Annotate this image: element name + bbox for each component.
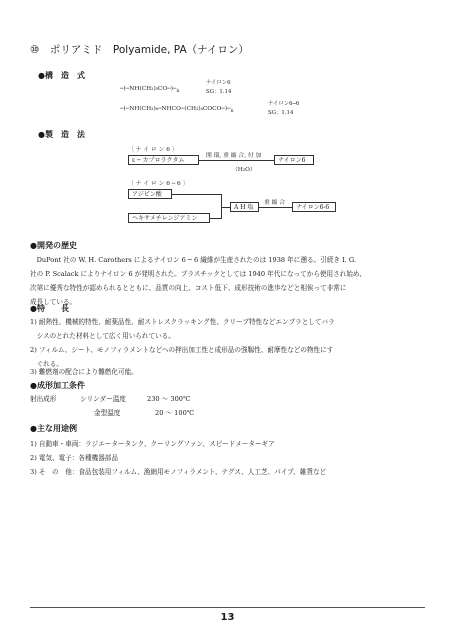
feature-line: ぐれる。 xyxy=(30,360,63,368)
nylon66-box: ナイロン6-6 xyxy=(292,202,336,212)
molding-mold-label: 金型温度 xyxy=(94,409,121,417)
connector-bottom xyxy=(210,218,221,219)
section-title: ⑩ ポリアミド Polyamide, PA（ナイロン） xyxy=(30,44,249,56)
nylon6-box: ナイロン6 xyxy=(274,155,314,165)
molding-mold-value: 20 ～ 100℃ xyxy=(155,409,195,417)
molding-cylinder-value: 230 ～ 300℃ xyxy=(147,395,191,403)
formula-nylon6-body: ─(─NH(CH₂)₅CO─)─ xyxy=(120,86,177,92)
molding-heading: ●成形加工条件 xyxy=(30,381,85,390)
connector-mid xyxy=(221,207,230,208)
formula-nylon6 xyxy=(120,86,179,94)
history-line: 社の P. Scalack によりナイロン 6 が発明された。プラスチックとしては 1940 年代になってから使用され始め、 xyxy=(30,270,366,278)
formula-nylon66-body: ─(─NH(CH₂)₆─NHCO─(CH₂)₄COCO─)─ xyxy=(120,106,231,112)
feature-line: 2) フィルム、シート、モノフィラメントなどへの押出加工性と成形品の強靱性、耐摩性などの物性にす xyxy=(30,346,334,354)
history-heading: ●開発の歴史 xyxy=(30,241,77,250)
ah-salt-box: A H 塩 xyxy=(230,202,259,212)
step2-label: 重 縮 合 xyxy=(264,200,286,206)
caprolactam-box: ε ─ カプロラクタム xyxy=(128,155,199,165)
molding-method: 射出成形 xyxy=(30,395,57,403)
feature-line: シスのとれた材料として広く用いられている。 xyxy=(30,332,175,340)
feature-line: 3) 難燃剤の配合により難燃化可能。 xyxy=(30,368,138,376)
formula-nylon6-name: ナイロン6 xyxy=(206,80,231,86)
nylon6-label: 〔 ナ イ ロ ン 6 〕 xyxy=(128,147,178,153)
hexamethylenediamine-box: ヘキサメチレンジアミン xyxy=(128,213,210,223)
formula-nylon66 xyxy=(120,106,234,114)
footer-rule xyxy=(30,607,425,608)
structure-heading: ●構 造 式 xyxy=(38,71,85,80)
formula-nylon66-name: ナイロン6─6 xyxy=(268,101,300,107)
feature-line: 1) 耐熱性、機械的特性、耐薬品性、耐ストレスクラッキング性、クリープ特性などエンプラとしてバラ xyxy=(30,318,335,326)
history-line: 次第に優秀な特性が認められるとともに、品質の向上、コスト低下、成形技術の進歩などと相俟って非常に xyxy=(30,284,347,292)
formula-nylon66-sg: SG：1.14 xyxy=(268,110,294,116)
page-number: 13 xyxy=(220,612,235,623)
connector-top xyxy=(172,194,221,195)
arrow-line-2 xyxy=(259,207,292,208)
use-line: 3) そ の 他：食品包装用フィルム、漁網用モノフィラメント、テグス、人工芝、パイプ、雑貨など xyxy=(30,468,327,476)
process-heading: ●製 造 法 xyxy=(38,130,85,139)
formula-nylon6-subscript: n xyxy=(176,89,180,95)
adipic-acid-box: アジピン酸 xyxy=(128,189,172,199)
use-line: 1) 自動車・車両：ラジエータータンク、クーリングファン、スピードメーターギア xyxy=(30,440,275,448)
nylon66-label: 〔 ナ イ ロ ン 6 ─ 6 〕 xyxy=(128,181,189,187)
step1-sub: （H₂O） xyxy=(232,167,256,173)
step1-label: 開 環, 重 縮 合, 付 加 xyxy=(206,153,262,159)
use-line: 2) 電気、電子：各種機器部品 xyxy=(30,454,118,462)
molding-cylinder-label: シリンダー温度 xyxy=(80,395,126,403)
history-line: 成長している。 xyxy=(30,298,77,306)
arrow-line-1 xyxy=(199,160,274,161)
formula-nylon66-subscript: n xyxy=(230,109,234,115)
features-heading: ●特 長 xyxy=(30,304,69,313)
uses-heading: ●主な用途例 xyxy=(30,424,77,433)
formula-nylon6-sg: SG：1.14 xyxy=(206,89,232,95)
history-line: DuPont 社の W. H. Carothers によるナイロン 6 ─ 6 繊維が生産されたのは 1938 年に遡る。引続き I. G. xyxy=(30,256,356,264)
